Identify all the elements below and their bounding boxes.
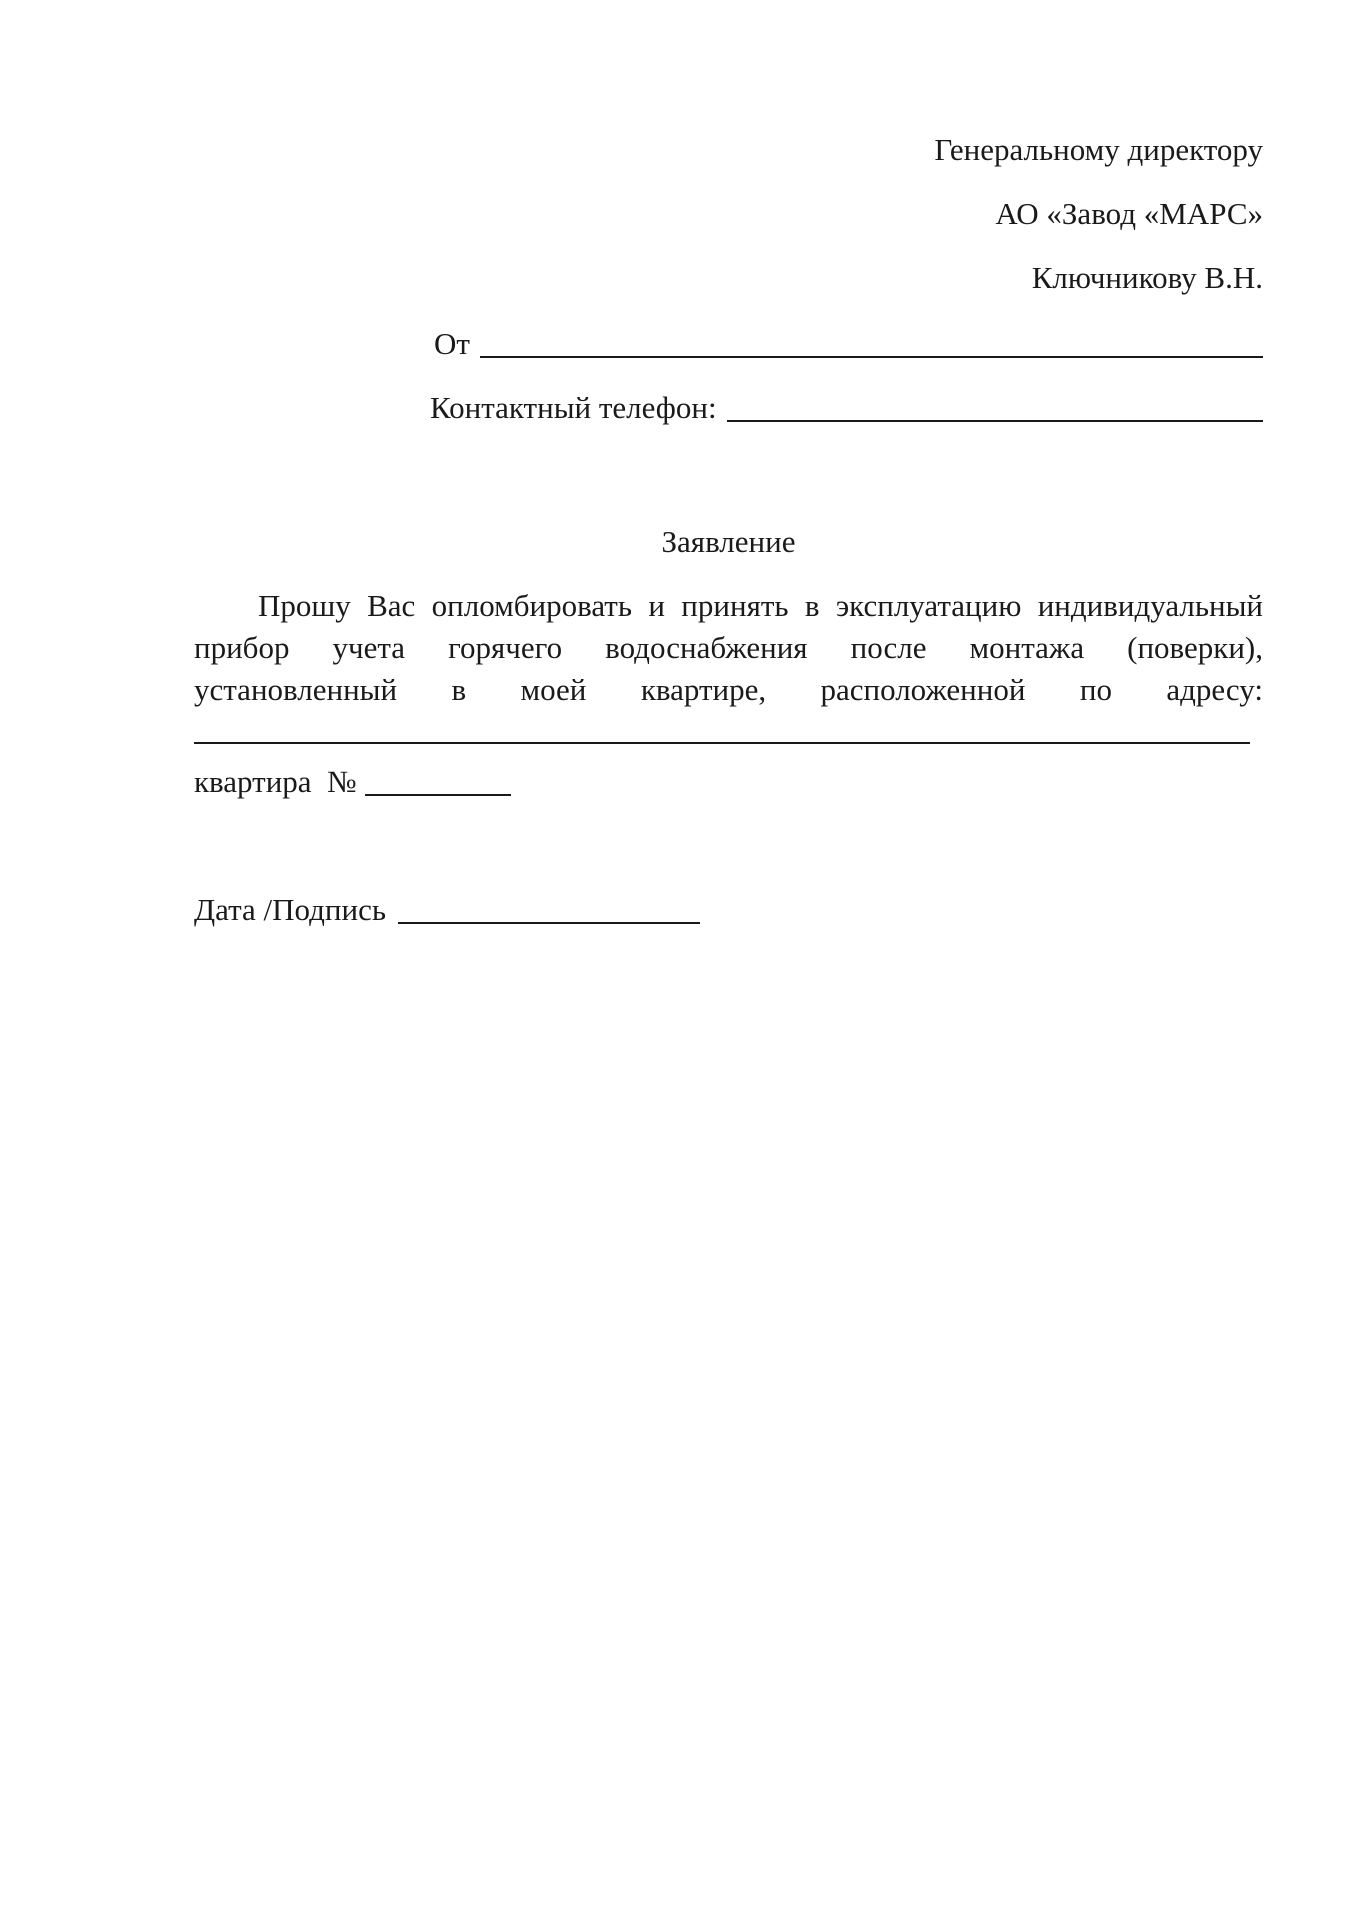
addressee-name: Ключникову В.Н. [1031, 260, 1263, 295]
request-paragraph [194, 585, 1263, 711]
from-label: От [434, 326, 470, 361]
organization-name: АО «Завод «МАРС» [995, 196, 1263, 231]
date-signature-row [194, 884, 714, 928]
paragraph-line: Прошу Вас опломбировать и принять в эксплуатацию индивидуальный [258, 588, 1263, 623]
date-signature-blank-line[interactable] [398, 892, 700, 924]
apartment-blank-line[interactable] [365, 764, 511, 796]
document-title: Заявление [661, 524, 796, 559]
address-blank-line[interactable] [194, 712, 1250, 744]
paragraph-line: прибор учета горячего водоснабжения после монтажа (поверки), [194, 630, 1263, 665]
phone-label: Контактный телефон: [430, 390, 717, 425]
from-field-row [434, 318, 1263, 362]
phone-blank-line[interactable] [727, 390, 1263, 422]
addressee-title: Генеральному директору [934, 132, 1263, 167]
from-blank-line[interactable] [480, 326, 1263, 358]
date-signature-label: Дата /Подпись [194, 892, 386, 927]
phone-field-row [430, 382, 1263, 426]
apartment-field-row [194, 756, 524, 800]
apartment-label: квартира № [194, 764, 357, 799]
paragraph-line: установленный в моей квартире, расположенной по адресу: [194, 672, 1263, 707]
